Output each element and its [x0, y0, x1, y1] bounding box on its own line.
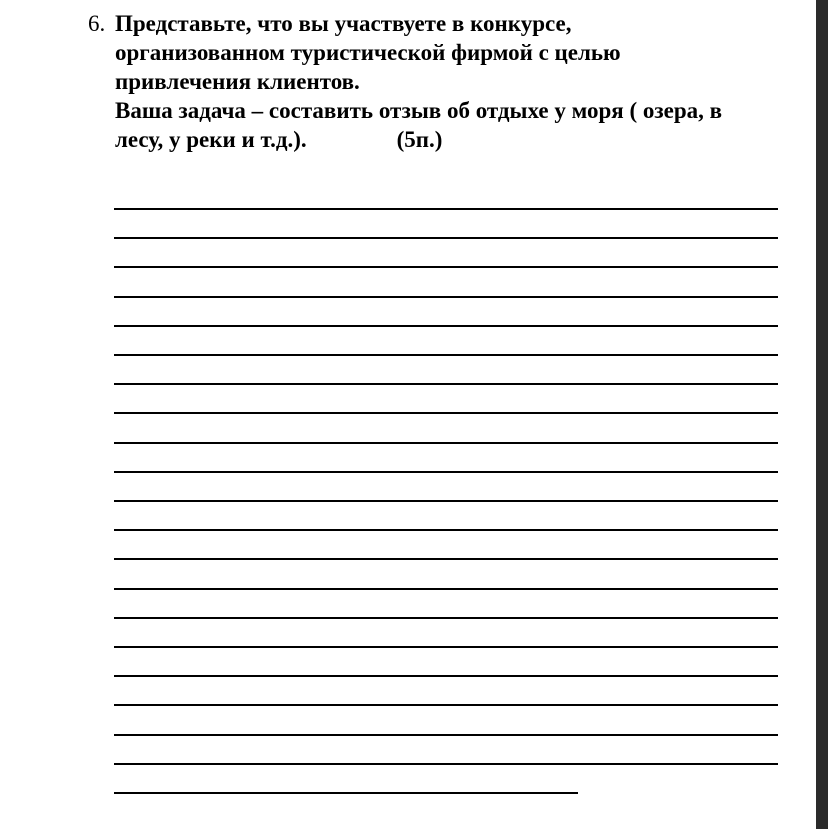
task-line-1: Представьте, что вы участвуете в конкурсе,	[115, 11, 572, 36]
task-points: (5п.)	[396, 127, 443, 152]
answer-line-short	[114, 792, 578, 794]
answer-line	[114, 442, 778, 444]
task-line-4: Ваша задача – составить отзыв об отдыхе у моря ( озера, в	[115, 98, 723, 123]
answer-line	[114, 646, 778, 648]
answer-line	[114, 675, 778, 677]
answer-line	[114, 237, 778, 239]
task-line-3: привлечения клиентов.	[115, 69, 360, 94]
answer-line	[114, 296, 778, 298]
answer-line	[114, 208, 778, 210]
page-edge-shadow	[816, 0, 828, 829]
task-number: 6.	[88, 11, 106, 36]
answer-line	[114, 412, 778, 414]
answer-line	[114, 354, 778, 356]
task-line-2: организованном туристической фирмой с целью	[115, 40, 621, 65]
answer-line	[114, 763, 778, 765]
answer-writing-area[interactable]	[114, 0, 778, 829]
answer-line	[114, 734, 778, 736]
answer-line	[114, 471, 778, 473]
answer-line	[114, 529, 778, 531]
answer-line	[114, 617, 778, 619]
answer-line	[114, 266, 778, 268]
answer-line	[114, 500, 778, 502]
answer-line	[114, 558, 778, 560]
task-line-5-text: лесу, у реки и т.д.).	[115, 127, 307, 152]
answer-line	[114, 383, 778, 385]
answer-line	[114, 588, 778, 590]
answer-line	[114, 325, 778, 327]
answer-line	[114, 704, 778, 706]
